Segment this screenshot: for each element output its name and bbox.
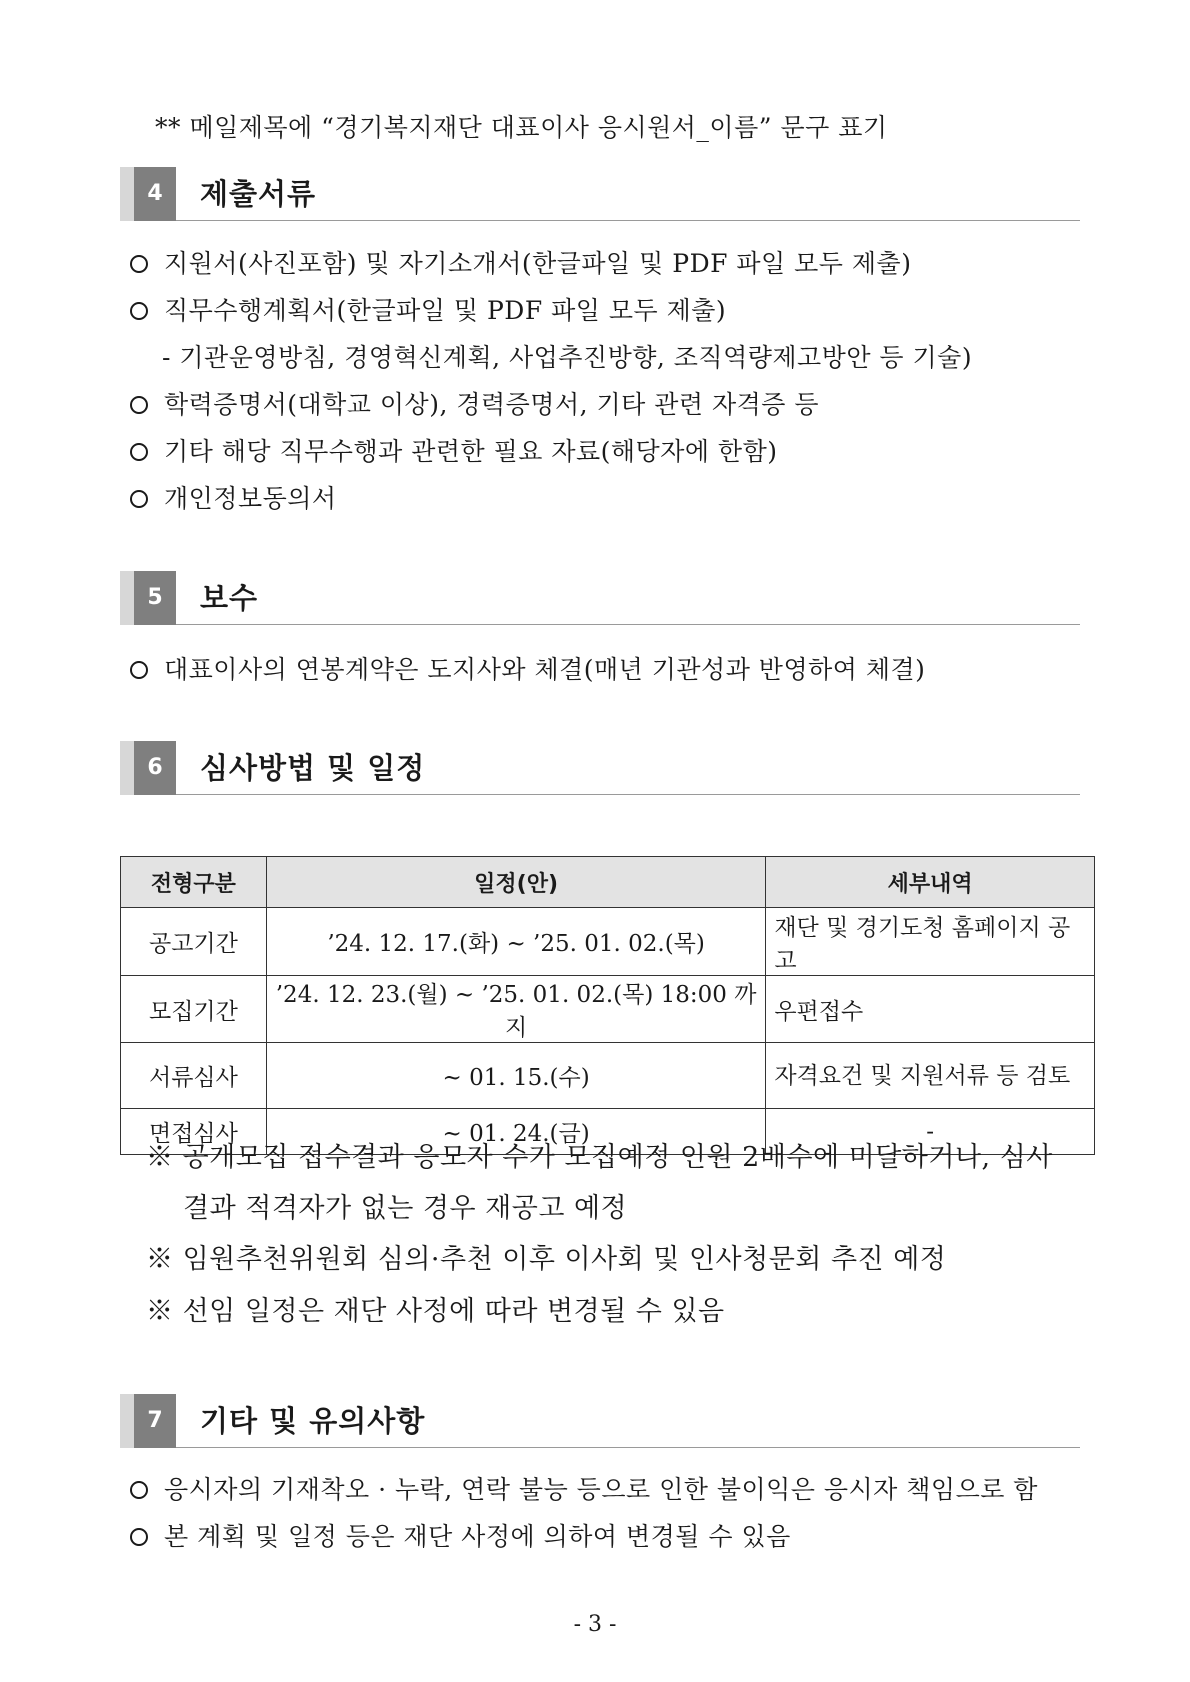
table-cell: -	[766, 1109, 1095, 1155]
schedule-note: ※ 선임 일정은 재단 사정에 따라 변경될 수 있음	[146, 1296, 725, 1327]
section-rule	[176, 624, 1080, 625]
table-header-row	[121, 857, 1095, 908]
circle-bullet-icon	[130, 255, 148, 273]
column-header: 일정(안)	[266, 857, 765, 908]
table-row	[121, 1043, 1095, 1109]
section-title: 제출서류	[200, 177, 317, 211]
section-title: 보수	[200, 581, 259, 615]
list-item: 직무수행계획서(한글파일 및 PDF 파일 모두 제출)	[130, 291, 726, 327]
section-title: 심사방법 및 일정	[200, 751, 426, 785]
list-item: 기타 해당 직무수행과 관련한 필요 자료(해당자에 한함)	[130, 432, 778, 468]
list-item: 응시자의 기재착오 · 누락, 연락 불능 등으로 인한 불이익은 응시자 책임으로 함	[130, 1470, 1038, 1506]
section-title: 기타 및 유의사항	[200, 1404, 426, 1438]
circle-bullet-icon	[130, 1481, 148, 1499]
schedule-note: 결과 적격자가 없는 경우 재공고 예정	[183, 1193, 628, 1224]
circle-bullet-icon	[130, 490, 148, 508]
table-cell: ~ 01. 15.(수)	[266, 1043, 765, 1109]
list-item: 학력증명서(대학교 이상), 경력증명서, 기타 관련 자격증 등	[130, 385, 819, 421]
section-4-header	[120, 167, 1080, 221]
section-number: 6	[134, 741, 176, 795]
circle-bullet-icon	[130, 1528, 148, 1546]
column-header: 세부내역	[766, 857, 1095, 908]
section-rule	[176, 1447, 1080, 1448]
section-number: 5	[134, 571, 176, 625]
mail-subject-note: ** 메일제목에 “경기복지재단 대표이사 응시원서_이름” 문구 표기	[155, 113, 888, 142]
schedule-table	[120, 856, 1095, 1155]
table-cell: ’24. 12. 23.(월) ~ ’25. 01. 02.(목) 18:00 까지	[266, 976, 765, 1043]
section-number: 7	[134, 1394, 176, 1448]
table-cell: 공고기간	[121, 908, 267, 976]
list-item: 지원서(사진포함) 및 자기소개서(한글파일 및 PDF 파일 모두 제출)	[130, 244, 911, 280]
table-cell: 우편접수	[766, 976, 1095, 1043]
table-cell: ’24. 12. 17.(화) ~ ’25. 01. 02.(목)	[266, 908, 765, 976]
table-cell: 모집기간	[121, 976, 267, 1043]
schedule-note: ※ 공개모집 접수결과 응모자 수가 모집예정 인원 2배수에 미달하거나, 심사	[146, 1142, 1053, 1173]
list-item: 본 계획 및 일정 등은 재단 사정에 의하여 변경될 수 있음	[130, 1517, 791, 1553]
schedule-note: ※ 임원추천위원회 심의·추천 이후 이사회 및 인사청문회 추진 예정	[146, 1244, 947, 1275]
list-sub-item: - 기관운영방침, 경영혁신계획, 사업추진방향, 조직역량제고방안 등 기술)	[162, 343, 973, 372]
list-item: 개인정보동의서	[130, 479, 337, 515]
section-rule	[176, 794, 1080, 795]
section-7-header	[120, 1394, 1080, 1448]
circle-bullet-icon	[130, 443, 148, 461]
list-item: 대표이사의 연봉계약은 도지사와 체결(매년 기관성과 반영하여 체결)	[130, 650, 925, 686]
section-number: 4	[134, 167, 176, 221]
table-cell: 자격요건 및 지원서류 등 검토	[766, 1043, 1095, 1109]
circle-bullet-icon	[130, 661, 148, 679]
table-row	[121, 908, 1095, 976]
table-cell: 재단 및 경기도청 홈페이지 공고	[766, 908, 1095, 976]
section-6-header	[120, 741, 1080, 795]
section-5-header	[120, 571, 1080, 625]
section-rule	[176, 220, 1080, 221]
table-cell: 면접심사	[121, 1109, 267, 1155]
page-number: - 3 -	[573, 1612, 617, 1637]
table-cell: 서류심사	[121, 1043, 267, 1109]
column-header: 전형구분	[121, 857, 267, 908]
table-row	[121, 976, 1095, 1043]
circle-bullet-icon	[130, 396, 148, 414]
table-cell: ~ 01. 24.(금)	[266, 1109, 765, 1155]
circle-bullet-icon	[130, 302, 148, 320]
